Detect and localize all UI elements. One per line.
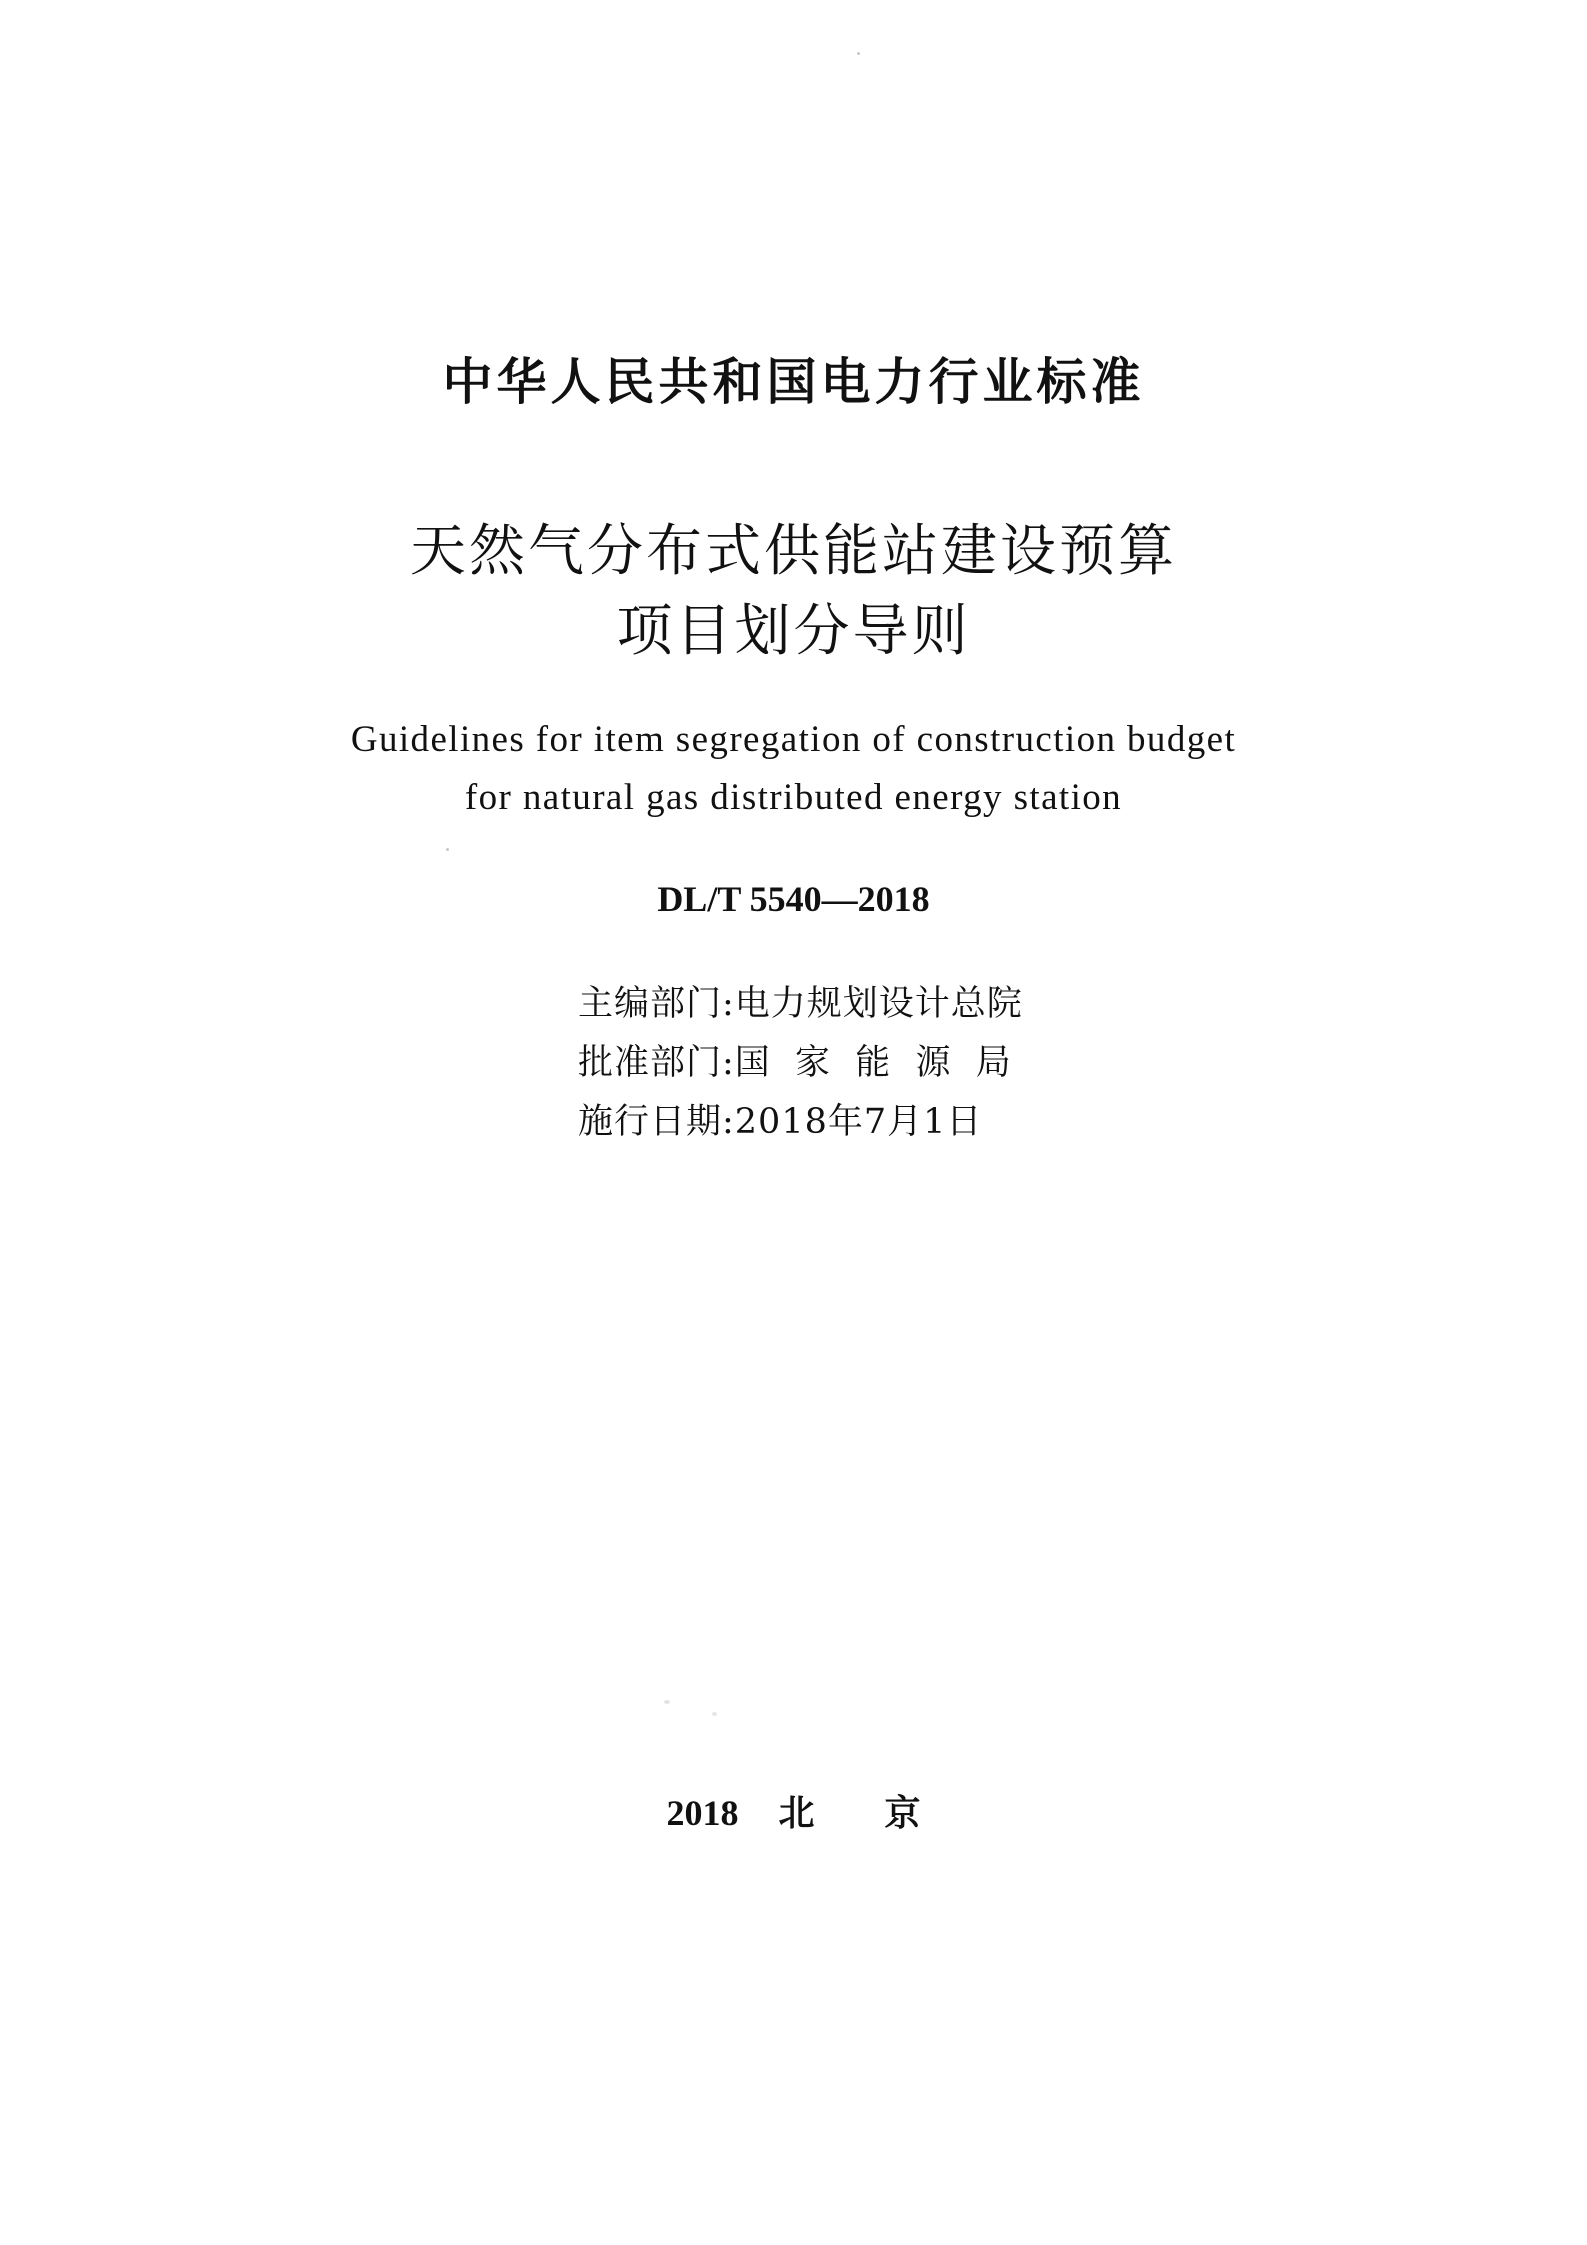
english-title-line-1: Guidelines for item segregation of construction budget [350, 719, 1237, 760]
standard-type-heading: 中华人民共和国电力行业标准 [442, 353, 1145, 411]
publish-city-char-1: 北 [778, 1793, 815, 1834]
english-title-line-2: for natural gas distributed energy station [464, 777, 1123, 818]
publish-city-char-2: 京 [884, 1793, 921, 1834]
scan-speck [446, 848, 449, 851]
chinese-title-line-2: 项目划分导则 [616, 599, 971, 664]
scan-speck [857, 52, 860, 55]
publisher-line [0, 1790, 1587, 1837]
chief-editor-line: 主编部门:电力规划设计总院 [578, 984, 1023, 1024]
standard-code: DL/T 5540—2018 [657, 879, 930, 919]
effective-date-line: 施行日期:2018年7月1日 [578, 1102, 983, 1142]
publication-info [578, 975, 1098, 1152]
scan-speck [712, 1712, 717, 1716]
scan-speck [664, 1700, 670, 1704]
publish-year: 2018 [666, 1793, 739, 1833]
approver-line: 批准部门:国 家 能 源 局 [578, 1043, 1012, 1083]
chinese-title-line-1: 天然气分布式供能站建设预算 [410, 519, 1177, 584]
